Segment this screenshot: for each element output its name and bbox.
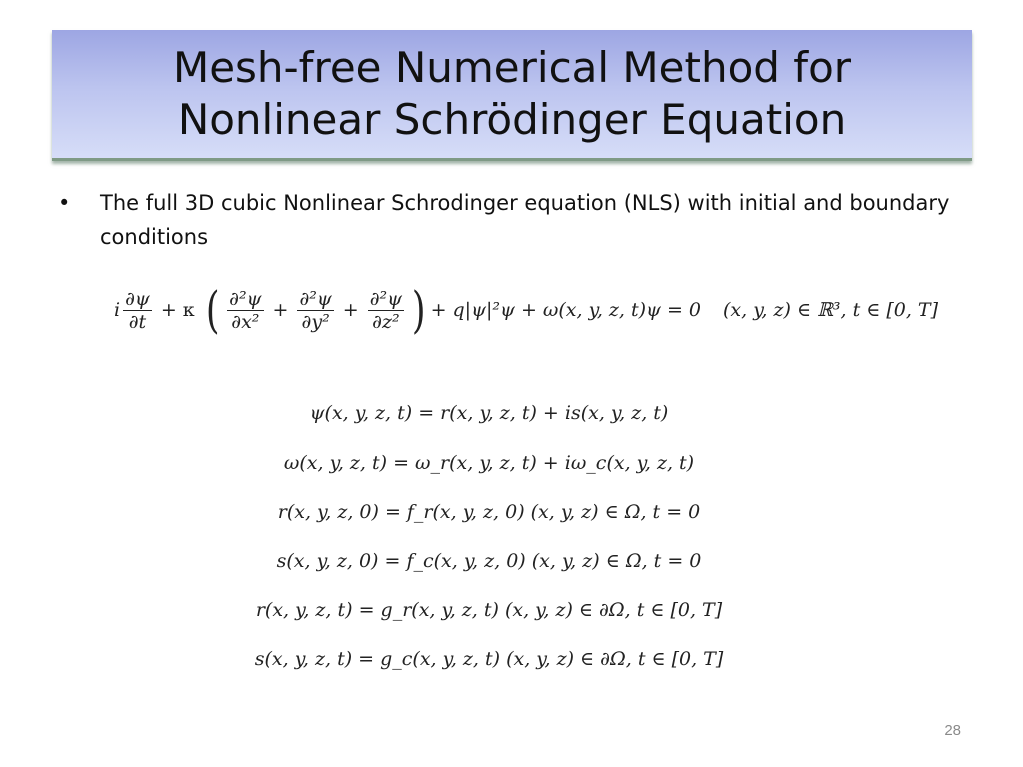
- eq-boundary-s: s(x, y, z, t) = g_c(x, y, z, t) (x, y, z) ∈ ∂Ω, t ∈ [0, T]: [254, 648, 724, 670]
- page-number: 28: [944, 722, 961, 739]
- eq-time-derivative-num: ∂ψ: [125, 287, 150, 310]
- slide-title-line-2: Nonlinear Schrödinger Equation: [177, 95, 847, 144]
- eq-nonlinear-term: + q|ψ|²ψ + ω(x, y, z, t)ψ = 0: [430, 299, 702, 321]
- bullet-text: The full 3D cubic Nonlinear Schrodinger equation (NLS) with initial and boundary conditions: [100, 191, 950, 249]
- bullet-item: [58, 186, 958, 254]
- nls-equation: [114, 282, 938, 338]
- eq-domain: (x, y, z) ∈ ℝ³, t ∈ [0, T]: [723, 299, 939, 321]
- eq-d2z-den: ∂z²: [372, 310, 400, 333]
- eq-plus-1: +: [272, 299, 289, 321]
- eq-d2y-den: ∂y²: [301, 310, 330, 333]
- eq-time-derivative: [123, 288, 152, 333]
- eq-omega-decomposition: ω(x, y, z, t) = ω_r(x, y, z, t) + iω_c(x, y, z, t): [283, 452, 695, 474]
- eq-d2z: [368, 288, 404, 333]
- eq-imaginary-unit: i: [114, 299, 121, 321]
- eq-left-paren: (: [205, 281, 220, 339]
- bullet-marker: •: [58, 191, 71, 215]
- eq-d2y-num: ∂²ψ: [299, 287, 332, 310]
- eq-d2z-num: ∂²ψ: [369, 287, 403, 310]
- eq-initial-r: r(x, y, z, 0) = f_r(x, y, z, 0) (x, y, z) ∈ Ω, t = 0: [277, 501, 701, 523]
- eq-d2x-num: ∂²ψ: [229, 287, 262, 310]
- eq-psi-decomposition: ψ(x, y, z, t) = r(x, y, z, t) + is(x, y, z, t): [309, 402, 669, 424]
- eq-d2x-den: ∂x²: [231, 310, 260, 333]
- eq-plus-2: +: [342, 299, 359, 321]
- eq-time-derivative-den: ∂t: [128, 310, 147, 333]
- eq-d2y: [297, 288, 333, 333]
- slide-title-band: [52, 30, 972, 161]
- eq-plus-kappa: + κ: [160, 299, 195, 321]
- eq-d2x: [227, 288, 263, 333]
- slide-title-line-1: Mesh-free Numerical Method for: [172, 43, 852, 92]
- eq-right-paren: ): [411, 281, 426, 339]
- eq-initial-s: s(x, y, z, 0) = f_c(x, y, z, 0) (x, y, z) ∈ Ω, t = 0: [276, 550, 702, 572]
- eq-boundary-r: r(x, y, z, t) = g_r(x, y, z, t) (x, y, z) ∈ ∂Ω, t ∈ [0, T]: [255, 599, 723, 621]
